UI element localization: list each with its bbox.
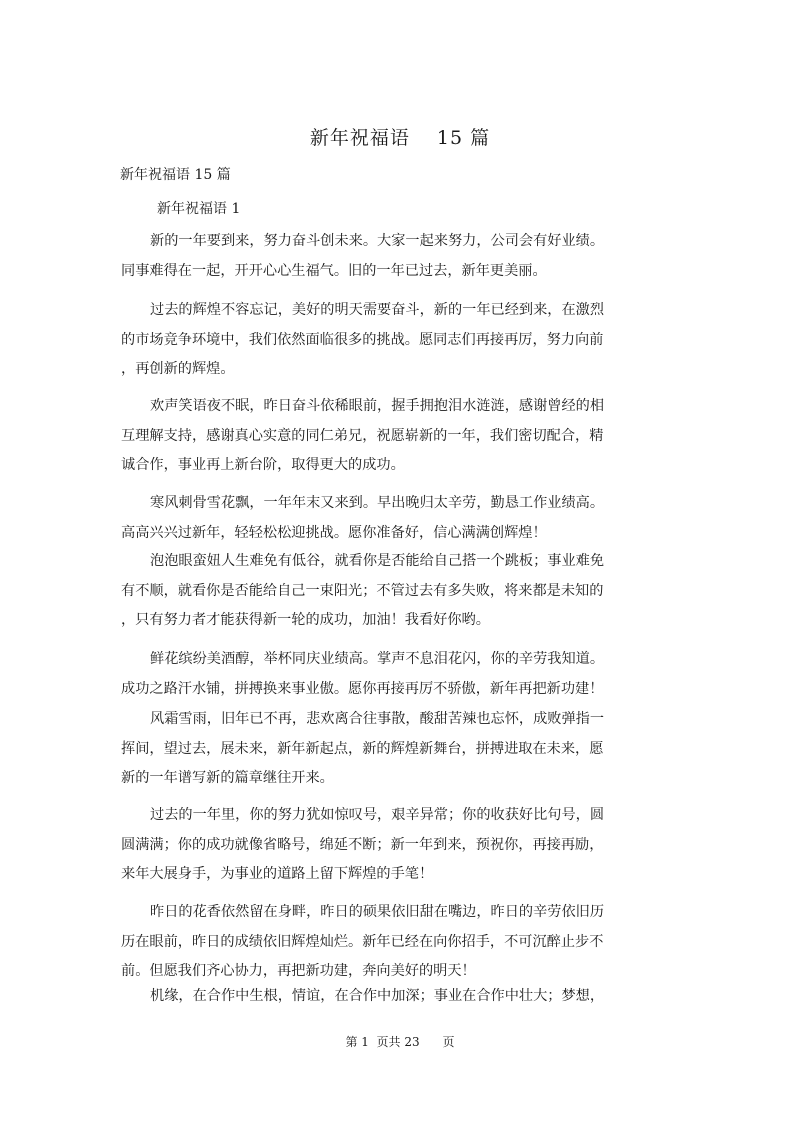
paragraph-line: 前。但愿我们齐心协力，再把新功建，奔向美好的明天！ — [121, 963, 476, 979]
paragraph — [121, 645, 641, 704]
paragraph-line: ，只有努力者才能获得新一轮的成功，加油！我看好你哟。 — [121, 612, 490, 628]
paragraph — [121, 801, 641, 890]
paragraph-line: 成功之路汗水铺，拼搏换来事业傲。愿你再接再厉不骄傲，新年再把新功建！ — [121, 680, 604, 697]
page-footer: 第 1 页共 23 页 — [345, 1035, 455, 1049]
paragraph-line: 诚合作，事业再上新台阶，取得更大的成功。 — [121, 457, 405, 473]
paragraph — [121, 489, 641, 548]
paragraph — [121, 705, 641, 794]
paragraph — [121, 547, 641, 636]
paragraph-line: 寒风刺骨雪花飘，一年年末又来到。早出晚归太辛劳，勤恳工作业绩高。 — [150, 495, 605, 511]
paragraph-line: 欢声笑语夜不眠，昨日奋斗依稀眼前，握手拥抱泪水涟涟，感谢曾经的相 — [150, 398, 605, 414]
paragraph-line: 高高兴兴过新年，轻轻松松迎挑战。愿你准备好，信心满满创辉煌！ — [121, 524, 547, 541]
paragraph — [121, 227, 641, 286]
paragraph — [121, 898, 641, 987]
paragraph-line: 昨日的花香依然留在身畔，昨日的硕果依旧甜在嘴边，昨日的辛劳依旧历 — [150, 904, 605, 920]
section-heading: 新年祝福语 1 — [157, 201, 241, 217]
document-subtitle: 新年祝福语 15 篇 — [120, 167, 231, 183]
paragraph-line: 泡泡眼蛮妞人生难免有低谷，就看你是否能给自己搭一个跳板；事业难免 — [150, 553, 605, 569]
paragraph-line: 鲜花缤纷美酒醇，举杯同庆业绩高。掌声不息泪花闪，你的辛劳我知道。 — [150, 651, 605, 667]
paragraph — [121, 296, 641, 385]
paragraph-line: 挥间，望过去，展未来，新年新起点，新的辉煌新舞台，拼搏进取在未来，愿 — [121, 740, 604, 757]
document-title: 新年祝福语 15 篇 — [309, 127, 491, 149]
paragraph-line: 同事难得在一起，开开心心生福气。旧的一年已过去，新年更美丽。 — [121, 262, 547, 279]
paragraph-line: 的市场竞争环境中，我们依然面临很多的挑战。愿同志们再接再厉，努力向前 — [121, 331, 604, 348]
paragraph-line: 有不顺，就看你是否能给自己一束阳光；不管过去有多失败，将来都是未知的 — [121, 582, 604, 599]
paragraph-line: 历在眼前，昨日的成绩依旧辉煌灿烂。新年已经在向你招手，不可沉醉止步不 — [121, 933, 604, 950]
paragraph — [121, 392, 641, 481]
paragraph-line: 圆满满；你的成功就像省略号，绵延不断；新一年到来，预祝你，再接再励， — [121, 836, 604, 853]
paragraph-line: 机缘，在合作中生根，情谊，在合作中加深；事业在合作中壮大；梦想， — [150, 988, 605, 1004]
paragraph-line: 过去的辉煌不容忘记，美好的明天需要奋斗，新的一年已经到来，在激烈 — [150, 302, 605, 318]
paragraph-line: 风霜雪雨，旧年已不再，悲欢离合往事散，酸甜苦辣也忘怀，成败弹指一 — [150, 711, 605, 727]
paragraph-line: 新的一年谱写新的篇章继往开来。 — [121, 770, 334, 786]
paragraph-line: 来年大展身手，为事业的道路上留下辉煌的手笔！ — [121, 866, 434, 882]
paragraph-line: ，再创新的辉煌。 — [121, 361, 235, 377]
paragraph-line: 新的一年要到来，努力奋斗创未来。大家一起来努力，公司会有好业绩。 — [150, 233, 605, 249]
paragraph-line: 过去的一年里，你的努力犹如惊叹号，艰辛异常；你的收获好比句号，圆 — [150, 807, 605, 823]
paragraph — [121, 982, 641, 1012]
paragraph-line: 互理解支持，感谢真心实意的同仁弟兄，祝愿崭新的一年，我们密切配合，精 — [121, 427, 604, 444]
